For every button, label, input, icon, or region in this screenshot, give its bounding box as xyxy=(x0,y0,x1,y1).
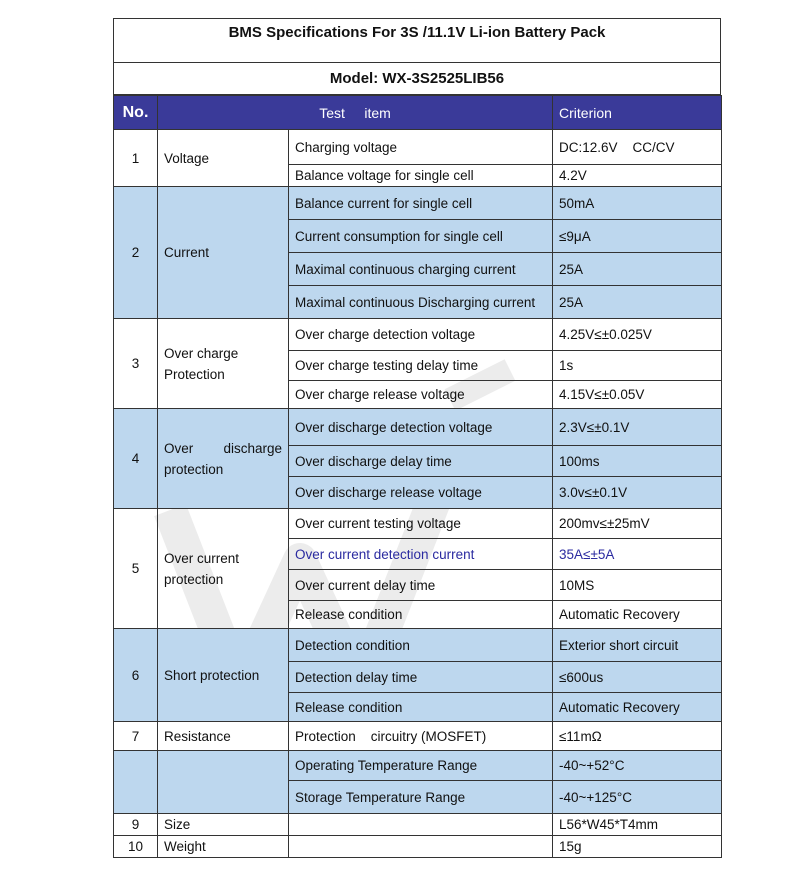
category-label: Voltage xyxy=(158,130,289,187)
row-number: 1 xyxy=(114,130,158,187)
test-item-empty xyxy=(289,814,553,836)
criterion-value: Automatic Recovery xyxy=(553,601,722,629)
table-row xyxy=(114,629,722,662)
test-item: Over charge release voltage xyxy=(289,381,553,409)
criterion-value: 4.25V≤±0.025V xyxy=(553,319,722,351)
row-number: 10 xyxy=(114,836,158,858)
criterion-value: 1s xyxy=(553,351,722,381)
test-item: Maximal continuous Discharging current xyxy=(289,286,553,319)
criterion-value: L56*W45*T4mm xyxy=(553,814,722,836)
test-item: Over current detection current xyxy=(289,539,553,570)
criterion-value: 4.15V≤±0.05V xyxy=(553,381,722,409)
criterion-value: Exterior short circuit xyxy=(553,629,722,662)
table-row xyxy=(114,509,722,539)
spec-table xyxy=(113,95,722,858)
category-label: Over current protection xyxy=(158,509,289,629)
table-row xyxy=(114,409,722,446)
criterion-value: 25A xyxy=(553,253,722,286)
row-number: 4 xyxy=(114,409,158,509)
test-item: Over discharge delay time xyxy=(289,446,553,477)
test-item: Storage Temperature Range xyxy=(289,781,553,814)
criterion-value: 100ms xyxy=(553,446,722,477)
table-row xyxy=(114,836,722,858)
table-row xyxy=(114,130,722,165)
criterion-value: 25A xyxy=(553,286,722,319)
category-label: Weight xyxy=(158,836,289,858)
category-label xyxy=(158,751,289,814)
category-label: Size xyxy=(158,814,289,836)
table-row xyxy=(114,814,722,836)
test-item: Over charge detection voltage xyxy=(289,319,553,351)
test-item: Over discharge release voltage xyxy=(289,477,553,509)
table-row xyxy=(114,319,722,351)
category-label: Resistance xyxy=(158,722,289,751)
test-item: Operating Temperature Range xyxy=(289,751,553,781)
criterion-value: ≤600us xyxy=(553,662,722,693)
category-label: Over charge Protection xyxy=(158,319,289,409)
test-item: Over charge testing delay time xyxy=(289,351,553,381)
row-number: 3 xyxy=(114,319,158,409)
criterion-value: 35A≤±5A xyxy=(553,539,722,570)
header-test-item: Test item xyxy=(158,96,553,130)
test-item: Detection condition xyxy=(289,629,553,662)
test-item: Release condition xyxy=(289,693,553,722)
row-number xyxy=(114,751,158,814)
test-item: Balance voltage for single cell xyxy=(289,165,553,187)
test-item: Charging voltage xyxy=(289,130,553,165)
test-item: Over discharge detection voltage xyxy=(289,409,553,446)
criterion-value: 10MS xyxy=(553,570,722,601)
document-title: BMS Specifications For 3S /11.1V Li-ion Battery Pack xyxy=(113,18,721,62)
spec-sheet xyxy=(113,18,721,858)
test-item: Current consumption for single cell xyxy=(289,220,553,253)
header-criterion: Criterion xyxy=(553,96,722,130)
header-no: No. xyxy=(114,96,158,130)
criterion-value: 15g xyxy=(553,836,722,858)
criterion-value: 3.0v≤±0.1V xyxy=(553,477,722,509)
row-number: 7 xyxy=(114,722,158,751)
criterion-value: -40~+52°C xyxy=(553,751,722,781)
criterion-value: 50mA xyxy=(553,187,722,220)
test-item: Balance current for single cell xyxy=(289,187,553,220)
criterion-value: 200mv≤±25mV xyxy=(553,509,722,539)
criterion-value: ≤9μA xyxy=(553,220,722,253)
category-label: Over discharge protection xyxy=(158,409,289,509)
test-item: Over current testing voltage xyxy=(289,509,553,539)
criterion-value: ≤11mΩ xyxy=(553,722,722,751)
row-number: 2 xyxy=(114,187,158,319)
test-item: Protection circuitry (MOSFET) xyxy=(289,722,553,751)
table-header xyxy=(114,96,722,130)
category-label: Current xyxy=(158,187,289,319)
criterion-value: 4.2V xyxy=(553,165,722,187)
test-item-empty xyxy=(289,836,553,858)
test-item: Release condition xyxy=(289,601,553,629)
criterion-value: -40~+125°C xyxy=(553,781,722,814)
row-number: 5 xyxy=(114,509,158,629)
criterion-value: 2.3V≤±0.1V xyxy=(553,409,722,446)
table-row xyxy=(114,722,722,751)
test-item: Maximal continuous charging current xyxy=(289,253,553,286)
criterion-value: Automatic Recovery xyxy=(553,693,722,722)
model-number: Model: WX-3S2525LIB56 xyxy=(113,62,721,95)
table-row xyxy=(114,187,722,220)
test-item: Detection delay time xyxy=(289,662,553,693)
test-item: Over current delay time xyxy=(289,570,553,601)
table-row xyxy=(114,751,722,781)
criterion-value: DC:12.6V CC/CV xyxy=(553,130,722,165)
row-number: 6 xyxy=(114,629,158,722)
row-number: 9 xyxy=(114,814,158,836)
category-label: Short protection xyxy=(158,629,289,722)
